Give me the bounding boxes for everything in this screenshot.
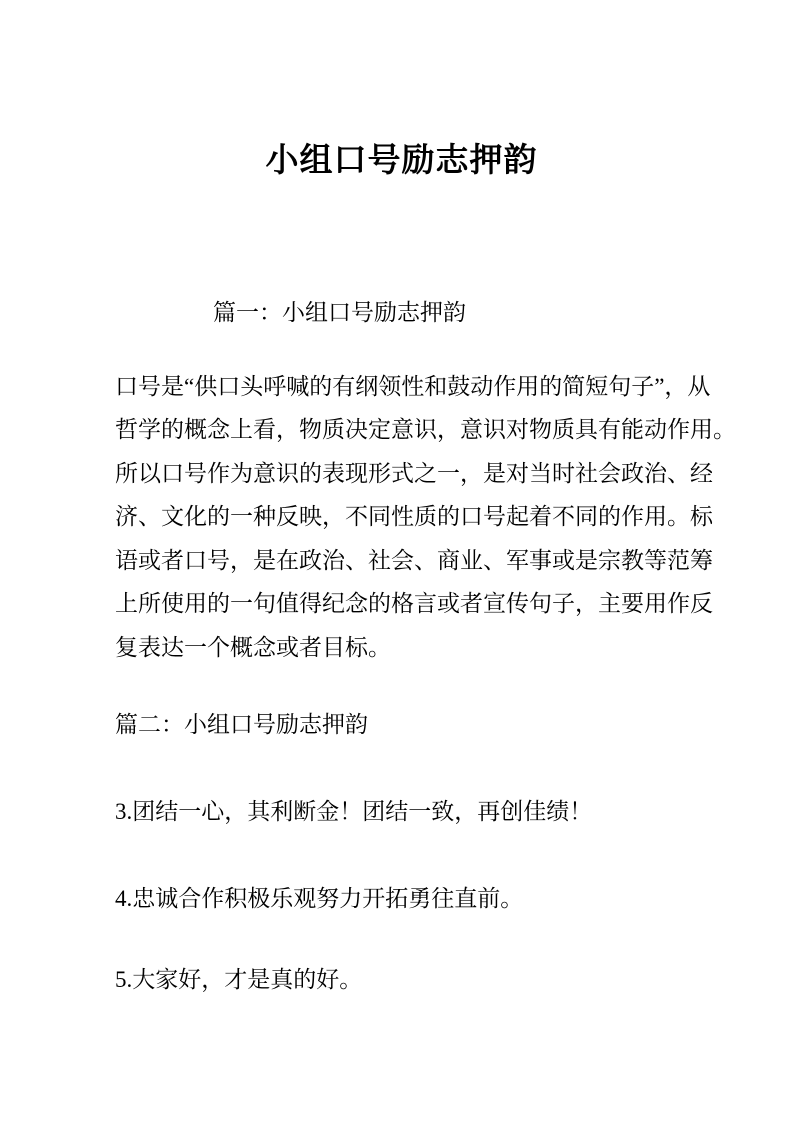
section-two-heading: 篇二：小组口号励志押韵 <box>115 712 368 737</box>
paragraph-line-2: 哲学的概念上看，物质决定意识，意识对物质具有能动作用。 <box>115 417 736 442</box>
slogan-item-3: 5.大家好，才是真的好。 <box>115 966 363 992</box>
document-title: 小组口号励志押韵 <box>265 143 538 179</box>
paragraph-line-3: 所以口号作为意识的表现形式之一，是对当时社会政治、经 <box>115 460 713 486</box>
slogan-item-1: 3.团结一心，其利断金！团结一致，再创佳绩！ <box>115 799 593 824</box>
paragraph-line-4: 济、文化的一种反映，不同性质的口号起着不同的作用。标 <box>115 504 713 529</box>
section-one-heading: 篇一：小组口号励志押韵 <box>213 300 466 325</box>
paragraph-line-5: 语或者口号，是在政治、社会、商业、军事或是宗教等范筹 <box>115 547 713 573</box>
slogan-item-2: 4.忠诚合作积极乐观努力开拓勇往直前。 <box>115 886 524 911</box>
paragraph-line-7: 复表达一个概念或者目标。 <box>115 634 391 660</box>
paragraph-line-1: 口号是“供口头呼喊的有纲领性和鼓动作用的简短句子”，从 <box>115 373 711 399</box>
section-one-paragraph <box>115 365 736 670</box>
paragraph-line-6: 上所使用的一句值得纪念的格言或者宣传句子，主要用作反 <box>115 591 713 616</box>
